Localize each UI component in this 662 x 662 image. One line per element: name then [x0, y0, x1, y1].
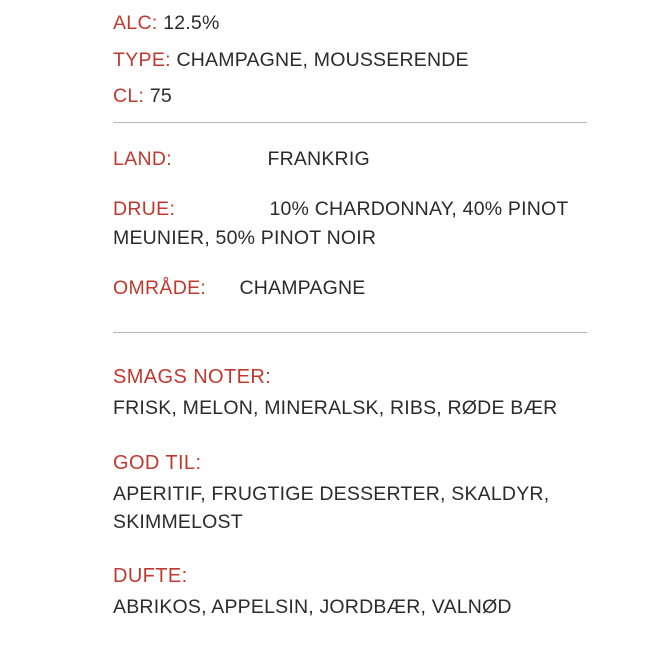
- spec-row-drue: [113, 195, 587, 252]
- spec-label-omraade: OMRÅDE:: [113, 276, 207, 299]
- spec-label-alc: ALC:: [113, 12, 158, 34]
- spec-row-land: [113, 145, 587, 173]
- divider-top: [113, 122, 587, 123]
- spec-value-omraade: CHAMPAGNE: [239, 276, 366, 299]
- spec-label-drue: DRUE:: [113, 198, 176, 221]
- note-heading-dufte: DUFTE:: [113, 565, 188, 588]
- note-text-godtil: APERITIF, FRUGTIGE DESSERTER, SKALDYR, SKIMMELOST: [113, 482, 550, 533]
- mid-specs: [113, 145, 587, 302]
- tasting-notes: [113, 363, 587, 622]
- note-group-dufte: [113, 562, 587, 622]
- spec-value-alc: 12.5%: [163, 12, 220, 34]
- note-text-dufte: ABRIKOS, APPELSIN, JORDBÆR, VALNØD: [113, 596, 512, 619]
- note-heading-smagsnoter: SMAGS NOTER:: [113, 366, 272, 389]
- spec-row-alc: [113, 10, 587, 38]
- spec-label-type: TYPE:: [113, 48, 171, 71]
- spec-value-drue: 10% CHARDONNAY, 40% PINOT MEUNIER, 50% PINOT NOIR: [113, 198, 569, 249]
- note-group-smagsnoter: [113, 363, 587, 423]
- spec-row-cl: [113, 83, 587, 111]
- spec-label-land: LAND:: [113, 148, 172, 171]
- spec-row-omraade: [113, 274, 587, 302]
- divider-wrapper: [113, 332, 587, 333]
- note-text-smagsnoter: FRISK, MELON, MINERALSK, RIBS, RØDE BÆR: [113, 397, 558, 420]
- divider-mid: [113, 332, 587, 333]
- spec-row-type: [113, 47, 587, 75]
- spec-label-cl: CL:: [113, 85, 145, 108]
- spec-value-cl: 75: [149, 85, 172, 108]
- top-specs: [113, 10, 587, 111]
- note-heading-godtil: GOD TIL:: [113, 451, 202, 474]
- note-group-godtil: [113, 449, 587, 536]
- spec-value-land: FRANKRIG: [267, 148, 370, 171]
- spec-value-type: CHAMPAGNE, MOUSSERENDE: [176, 48, 469, 71]
